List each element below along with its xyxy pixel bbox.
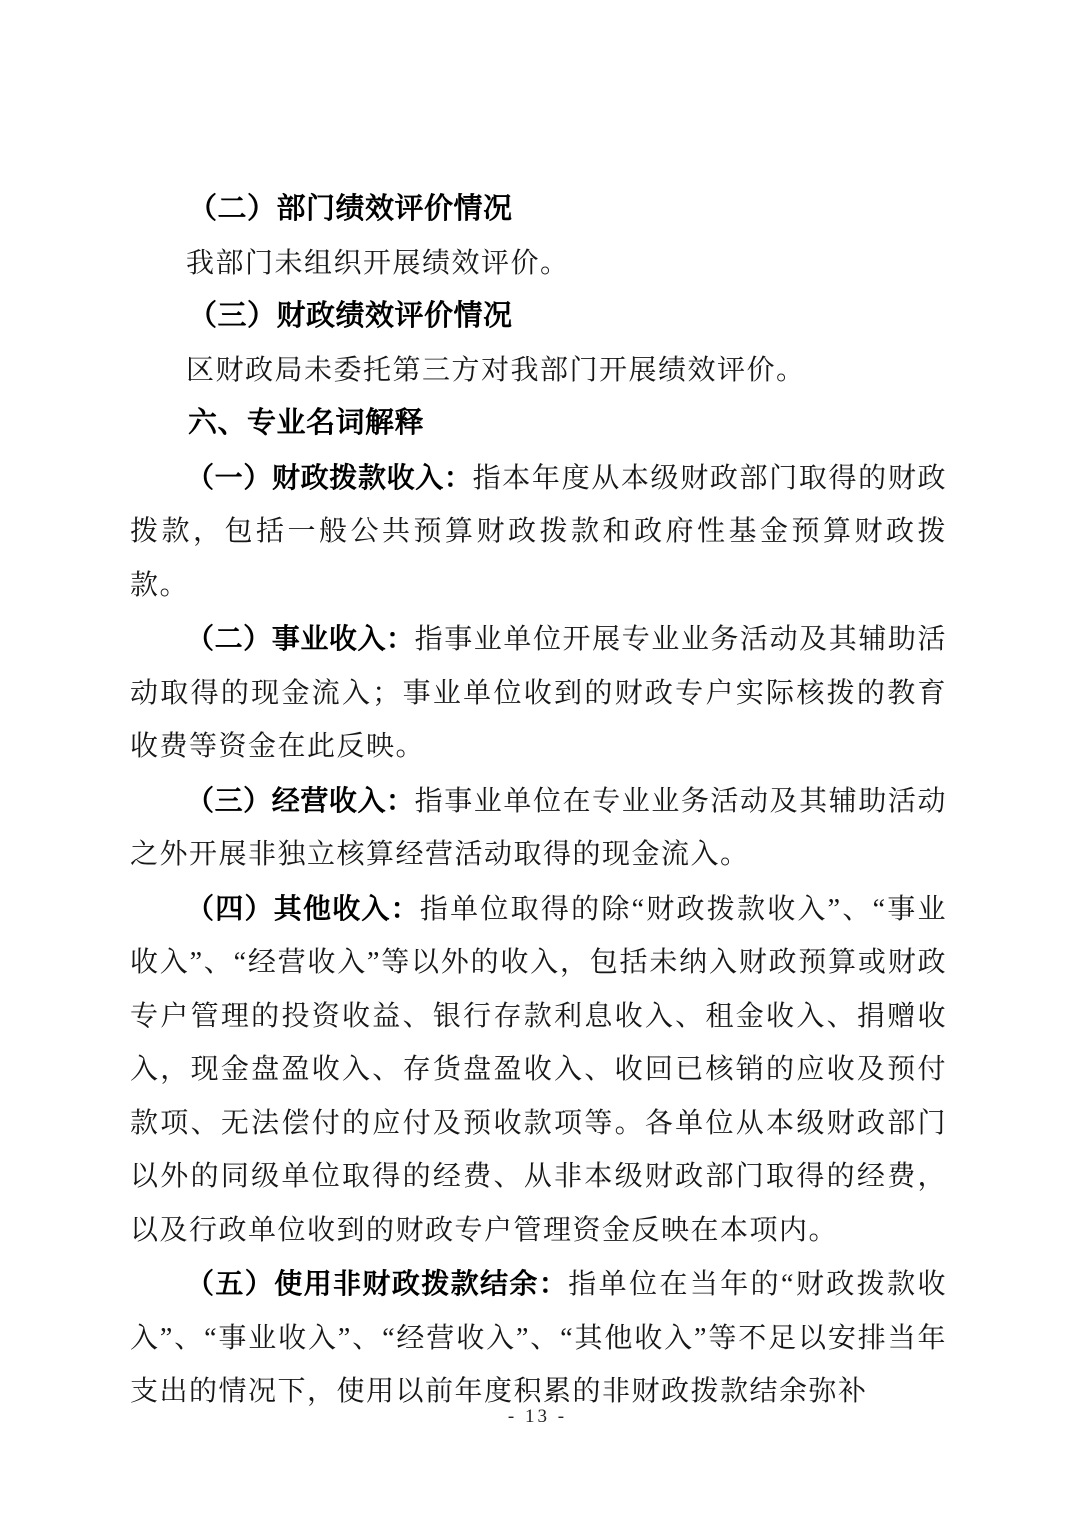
section-heading-terms-glossary: 六、专业名词解释 <box>188 407 425 439</box>
definition-text: 指单位在当年的“财政拨款收入”、“事业收入”、“经营收入”、“其他收入”等不足以安排当年支出的情况下，使用以前年度积累的非财政拨款结余弥补 <box>130 1269 947 1407</box>
page-number: - 13 - <box>507 1406 568 1427</box>
definition-text: 指本年度从本级财政部门取得的财政拨款，包括一般公共预算财政拨款和政府性基金预算财政拨款。 <box>130 462 947 601</box>
paragraph-dept-evaluation-body: 我部门未组织开展绩效评价。 <box>186 247 570 279</box>
definition-term: （三）经营收入： <box>186 784 415 816</box>
section-heading-fiscal-evaluation: （三）财政绩效评价情况 <box>188 300 513 332</box>
document-content <box>130 183 947 1419</box>
definition-term: （五）使用非财政拨款结余： <box>186 1268 569 1299</box>
definition-text: 指单位取得的除“财政拨款收入”、“事业收入”、“经营收入”等以外的收入，包括未纳入财政预算或财政专户管理的投资收益、银行存款利息收入、租金收入、捐赠收入，现金盘盈收入、存货盘盈收入、收回已核销的应收及预付款项、无法偿付的应付及预收款项等。各单位从本级财政部门以外的同级单位取得的经费、从非本级财政部门取得的经费，以及行政单位收到的财政专户管理资金反映在本项内。 <box>130 893 947 1246</box>
definition-paragraph-operating-institution-income <box>130 612 947 774</box>
definition-paragraph-business-income <box>130 774 947 882</box>
definition-text: 指事业单位在专业业务活动及其辅助活动之外开展非独立核算经营活动取得的现金流入。 <box>130 785 947 870</box>
definition-term: （四）其他收入： <box>186 892 420 924</box>
paragraph-fiscal-evaluation-body: 区财政局未委托第三方对我部门开展绩效评价。 <box>186 354 806 386</box>
section-heading-dept-evaluation: （二）部门绩效评价情况 <box>188 193 513 225</box>
definition-term: （一）财政拨款收入： <box>186 461 473 493</box>
definition-paragraph-other-income <box>130 882 947 1258</box>
definition-term: （二）事业收入： <box>186 623 415 654</box>
definition-paragraph-non-fiscal-balance <box>130 1257 947 1419</box>
definition-paragraph-fiscal-appropriation-income <box>130 451 947 613</box>
definition-text: 指事业单位开展专业业务活动及其辅助活动取得的现金流入；事业单位收到的财政专户实际核拨的教育收费等资金在此反映。 <box>130 624 947 762</box>
